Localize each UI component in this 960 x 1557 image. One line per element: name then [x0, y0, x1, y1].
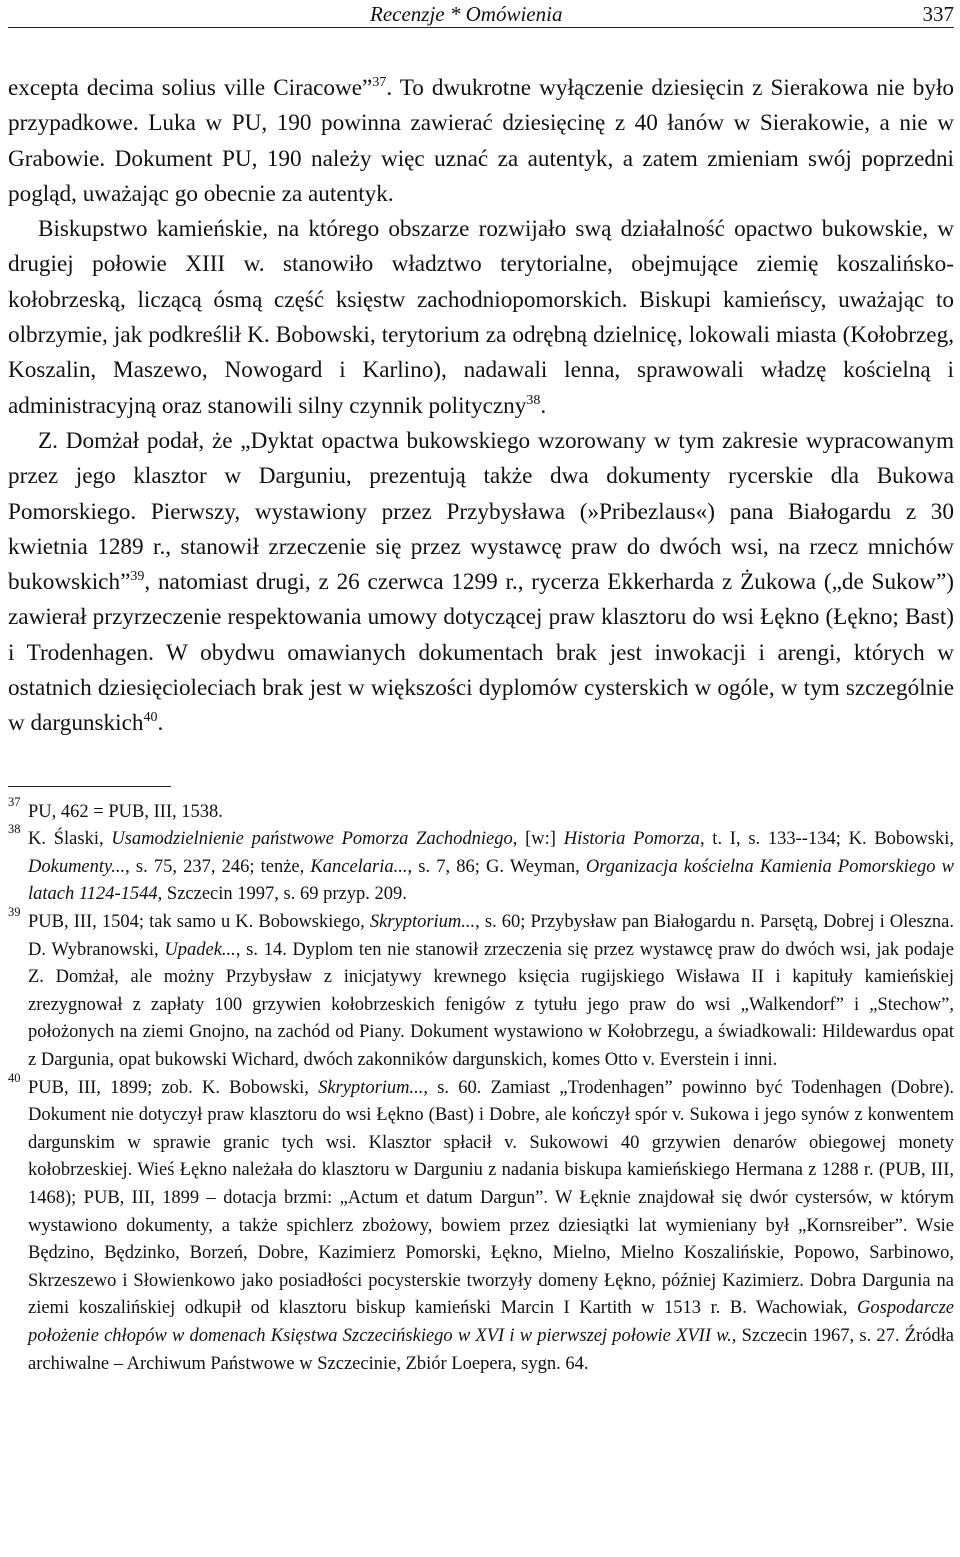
footnote-text	[28, 1075, 954, 1379]
footnote-title: Usamodzielnienie państwowe Pomorza Zachodniego	[111, 829, 513, 850]
paragraph-1-text-a: excepta decima solius ville Ciracowe”	[8, 75, 373, 101]
paragraph-3-text-a: Z. Domżał podał, że „Dyktat opactwa bukowskiego wzorowany w tym zakresie wypracowanym przez jego klasztor w Darguniu, prezentują także dwa dokumenty rycerskie dla Bukowa Pomorskiego. Pierwszy, wystawiony przez Przybysława (»Pribezlaus«) pana Białogardu z 30 kwietnia 1289 r., stanowił zrzeczenie się przez wystawcę praw do dwóch wsi, na rzecz mnichów bukowskich”	[8, 427, 954, 596]
footnote-text-part: K. Ślaski,	[28, 829, 112, 850]
footnote-number: 37	[8, 794, 21, 809]
main-text	[8, 71, 954, 742]
footnote-title: Historia Pomorza	[563, 829, 700, 850]
footnote-text-part: , s. 60. Zamiast „Trodenhagen” powinno być Todenhagen (Dobre). Dokument nie dotyczył praw klasztoru do wsi Łękno (Bast) i Dobre, ale kończył spór v. Sukowa i jego synów z konwentem dargunskim w sprawie granic tych wsi. Klasztor spłacił v. Sukowowi 40 grzywien denarów obiegowej monety kołobrzeskiej. Wieś Łękno należała do klasztoru w Darguniu z nadania biskupa kamieńskiego Hermana z 1288 r. (PUB, III, 1468); PUB, III, 1899 – dotacja brzmi: „Actum et datum Dargun”. W Łęknie znajdował się dwór cystersów, w którym wystawiono dokumenty, a także spichlerz zbożowy, bowiem przez dziesiątki lat wymieniany był „Kornsreiber”. Wsie Będzino, Będzinko, Borzeń, Dobre, Kazimierz Pomorski, Łękno, Mielno, Mielno Koszalińskie, Popowo, Sarbinowo, Skrzeszewo i Słowienkowo jako posiadłości pocysterskie tworzyły domeny Łękno, później Kazimierz. Dobra Dargunia na ziemi koszalińskiej odkupił od klasztoru biskup kamieński Marcin I Kartith w 1513 r. B. Wachowiak,	[28, 1077, 954, 1319]
footnote-text	[28, 826, 954, 909]
footnote-text	[28, 799, 954, 827]
footnote-40	[8, 1070, 955, 1379]
footnote-ref-38[interactable]: 38	[526, 392, 541, 408]
footnote-text-part: , s. 7, 86; G. Weyman,	[407, 856, 586, 877]
footnote-text-part: , t. I, s. 133--134; K. Bobowski,	[699, 829, 954, 850]
footnote-text-part: PUB, III, 1504; tak samo u K. Bobowskiego,	[28, 912, 370, 933]
paragraph-3	[8, 424, 954, 742]
footnote-number: 40	[8, 1070, 21, 1085]
running-title: Recenzje * Omówienia	[370, 2, 563, 26]
footnote-title: Upadek...	[164, 939, 236, 960]
paragraph-1-text-b: . To dwukrotne wyłączenie dziesięcin z Sierakowa nie było przypadkowe. Luka w PU, 190 powinna zawierać dziesięcinę z 40 łanów w Sierakowie, a nie w Grabowie. Dokument PU, 190 należy więc uznać za autentyk, a zatem zmieniam swój poprzedni pogląd, uważając go obecnie za autentyk.	[8, 75, 954, 207]
paragraph-3-text-c: .	[157, 710, 164, 737]
footnote-ref-40[interactable]: 40	[143, 710, 158, 726]
footnote-text-part: , Szczecin 1967, s. 27. Źródła archiwalne – Archiwum Państwowe w Szczecinie, Zbiór Loepera, sygn. 64.	[28, 1325, 955, 1374]
footnote-38	[8, 822, 954, 909]
footnote-text-part: PU, 462 = PUB, III, 1538.	[28, 801, 223, 822]
footnotes	[8, 794, 955, 1378]
footnote-ref-37[interactable]: 37	[372, 75, 387, 90]
footnote-text-part: PUB, III, 1899; zob. K. Bobowski,	[28, 1077, 319, 1098]
footnote-title: Organizacja kościelna Kamienia Pomorskiego w latach 1124-1544	[28, 856, 954, 905]
paragraph-2-text-a: Biskupstwo kamieńskie, na którego obszarze rozwijało swą działalność opactwo bukowskie, w drugiej połowie XIII w. stanowiło władztwo terytorialne, obejmujące ziemię koszalińsko-kołobrzeską, liczącą ósmą część księstw zachodniopomorskich. Biskupi kamieńscy, uważając to olbrzymie, jak podkreślił K. Bobowski, terytorium za odrębną dzielnicę, lokowali miasta (Kołobrzeg, Koszalin, Maszewo, Nowogard i Karlino), nadawali lenna, sprawowali władzę kościelną i administracyjną oraz stanowili silny czynnik polityczny	[8, 216, 954, 419]
footnote-title: Kancelaria...	[310, 856, 408, 877]
footnote-37	[8, 794, 954, 827]
paragraph-2	[8, 212, 954, 424]
footnote-number: 39	[8, 905, 21, 920]
footnote-39	[8, 905, 955, 1075]
footnote-title: Skryptorium...	[369, 912, 476, 933]
footnote-ref-39[interactable]: 39	[130, 569, 145, 585]
paragraph-2-text-b: .	[540, 392, 547, 419]
footnote-text-part: , s. 75, 237, 246; tenże,	[125, 856, 311, 877]
footnote-title: Skryptorium...	[318, 1077, 424, 1098]
footnote-number: 38	[8, 822, 21, 837]
page-number: 337	[922, 2, 954, 26]
paragraph-3-text-b: , natomiast drugi, z 26 czerwca 1299 r., rycerza Ekkerharda z Żukowa („de Sukow”) zawierał przyrzeczenie respektowania umowy dotyczącej praw klasztoru do wsi Łękno (Łękno; Bast) i Trodenhagen. W obydwu omawianych dokumentach brak jest inwokacji i arengi, których w ostatnich dziesięcioleciach brak jest w większości dyplomów cysterskich w ogóle, w tym szczególnie w dargunskich	[8, 569, 954, 737]
document-page	[8, 0, 954, 1378]
footnote-separator	[8, 786, 171, 787]
footnote-text-part: , Szczecin 1997, s. 69 przyp. 209.	[157, 884, 407, 905]
paragraph-1	[8, 71, 954, 212]
footnote-text-part: , s. 60; Przybysław pan Białogardu n. Parsętą, Dobrej i Oleszna. D. Wybranowski,	[28, 912, 955, 960]
footnote-text	[28, 909, 954, 1075]
footnote-title: Dokumenty...	[28, 856, 126, 877]
footnote-text-part: , [w:]	[512, 829, 564, 850]
footnote-title: Gospodarcze położenie chłopów w domenach Księstwa Szczecińskiego w XVI i w pierwszej połowie XVII w.	[28, 1298, 954, 1346]
running-header	[8, 1, 954, 28]
footnote-text-part: , s. 14. Dyplom ten nie stanowił zrzeczenia się przez wystawcę praw do dwóch wsi, jak podaje Z. Domżał, ale możny Przybysław z inicjatywy krewnego księcia rugijskiego Wisława II i kapituły kamieńskiej zrezygnował z zapłaty 100 grzywien kołobrzeskich fenigów z tytułu jego praw do wsi „Walkendorf” i „Stechow”, położonych na ziemi Gnojno, na zachód od Piany. Dokument wystawiono w Kołobrzegu, a świadkowali: Hildewardus opat z Dargunia, opat bukowski Wichard, dwóch zakonników dargunskich, komes Otto v. Everstein i inni.	[28, 939, 954, 1070]
